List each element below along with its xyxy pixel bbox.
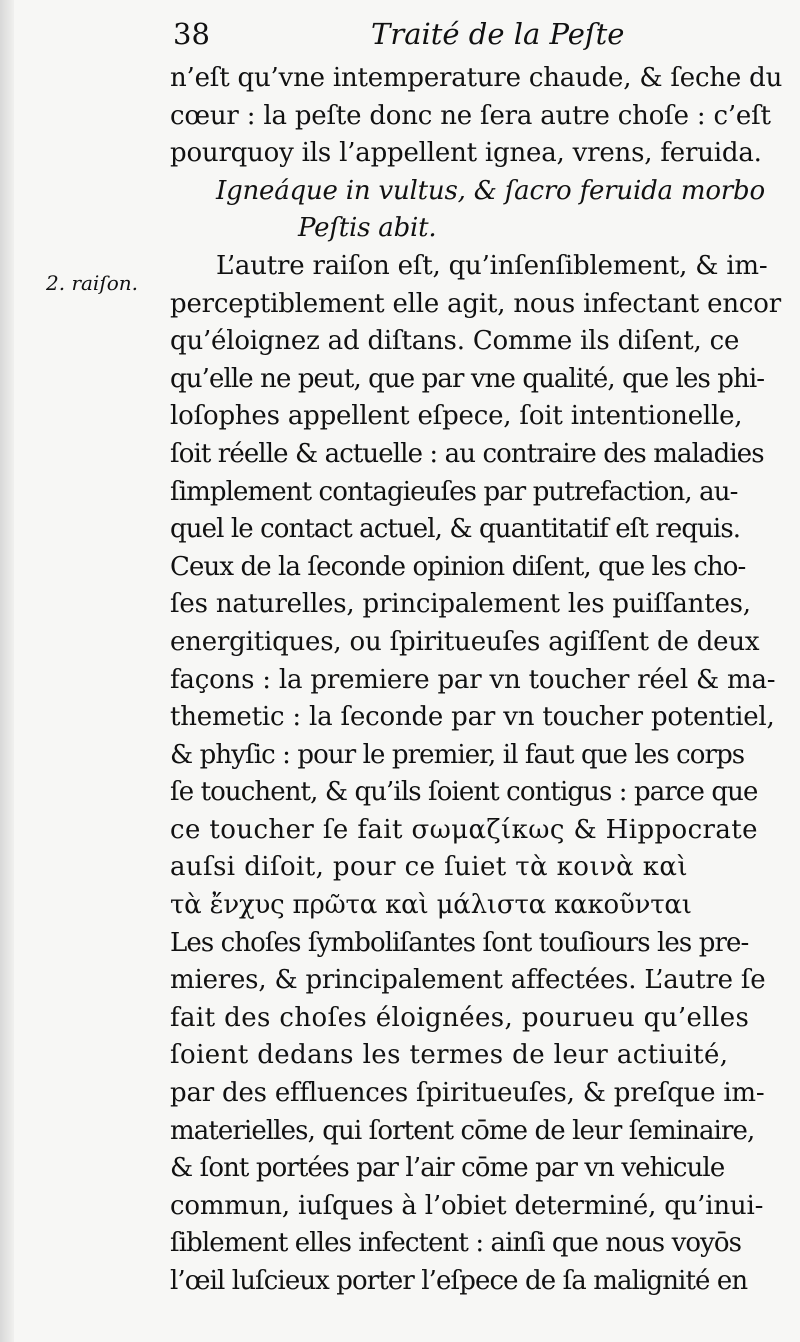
- text-line: cœur : la peſte donc ne ſera autre choſe : c’eſt: [170, 100, 771, 131]
- text-line: n’eſt qu’vne intemperature chaude, & ſeche du: [170, 63, 783, 93]
- text-line: L’autre raiſon eſt, qu’inſenſiblement, & im-: [216, 250, 768, 281]
- text-line: fait des choſes éloignées, pourueu qu’elles: [170, 1002, 750, 1033]
- text-line: perceptiblement elle agit, nous infectant encor: [170, 288, 781, 319]
- text-line: ſiblement elles infectent : ainſi que nous voyōs: [170, 1228, 742, 1259]
- text-line: auſsi diſoit, pour ce ſuiet τὰ κοινὰ καὶ: [170, 852, 688, 883]
- text-line: Ceux de la ſeconde opinion diſent, que les cho-: [170, 551, 746, 582]
- text-line: par des effluences ſpiritueuſes, & preſque im-: [170, 1078, 765, 1109]
- text-line: quel le contact actuel, & quantitatif eſt requis.: [170, 514, 741, 545]
- text-line: pourquoy ils l’appellent ignea, vrens, feruida.: [170, 138, 762, 169]
- text-line: materielles, qui ſortent cōme de leur ſeminaire,: [170, 1115, 755, 1146]
- page-gutter-shadow: [0, 0, 14, 1342]
- text-line: & ſont portées par l’air cōme par vn vehicule: [170, 1153, 725, 1184]
- page-number: 38: [173, 17, 210, 51]
- text-line: mieres, & principalement affectées. L’autre ſe: [170, 965, 766, 996]
- text-line: l’œil luſcieux porter l’eſpece de ſa malignité en: [170, 1266, 748, 1296]
- greek-line: τὰ ἔνχυς πρῶτα καὶ μάλιστα κακοῦνται: [170, 890, 692, 921]
- text-line: ſe touchent, & qu’ils ſoient contigus : parce que: [170, 777, 758, 808]
- text-line: ſes naturelles, principalement les puiſſantes,: [170, 589, 751, 620]
- running-title: Traité de la Peſte: [371, 17, 625, 51]
- text-line: energitiques, ou ſpiritueuſes agiſſent de deux: [170, 626, 760, 657]
- text-line: commun, iuſques à l’obiet determiné, qu’inui-: [170, 1190, 764, 1221]
- text-line: ſoit réelle & actuelle : au contraire des maladies: [170, 438, 764, 469]
- body-text: [170, 60, 794, 1301]
- text-line: qu’éloignez ad diſtans. Comme ils diſent, ce: [170, 326, 740, 357]
- text-line: ſoient dedans les termes de leur actiuité,: [170, 1040, 729, 1071]
- verse-line: Peſtis abit.: [298, 213, 437, 244]
- text-line: themetic : la ſeconde par vn toucher potentiel,: [170, 702, 775, 733]
- text-line: ſimplement contagieuſes par putrefaction, au-: [170, 476, 738, 507]
- page-header: [173, 14, 793, 54]
- text-line: loſophes appellent eſpece, ſoit intentionelle,: [170, 401, 743, 432]
- text-line: ce toucher ſe fait σωμαζίκως & Hippocrate: [170, 814, 758, 845]
- verse-line: Igneáque in vultus, & ſacro feruida morbo: [216, 175, 765, 206]
- text-line: & phyſic : pour le premier, il faut que les corps: [170, 739, 745, 770]
- text-line: Les choſes ſymboliſantes ſont touſiours les pre-: [170, 927, 749, 958]
- margin-note: 2. raiſon.: [46, 271, 139, 295]
- text-line: qu’elle ne peut, que par vne qualité, que les phi-: [170, 363, 765, 394]
- text-line: façons : la premiere par vn toucher réel & ma-: [170, 664, 776, 695]
